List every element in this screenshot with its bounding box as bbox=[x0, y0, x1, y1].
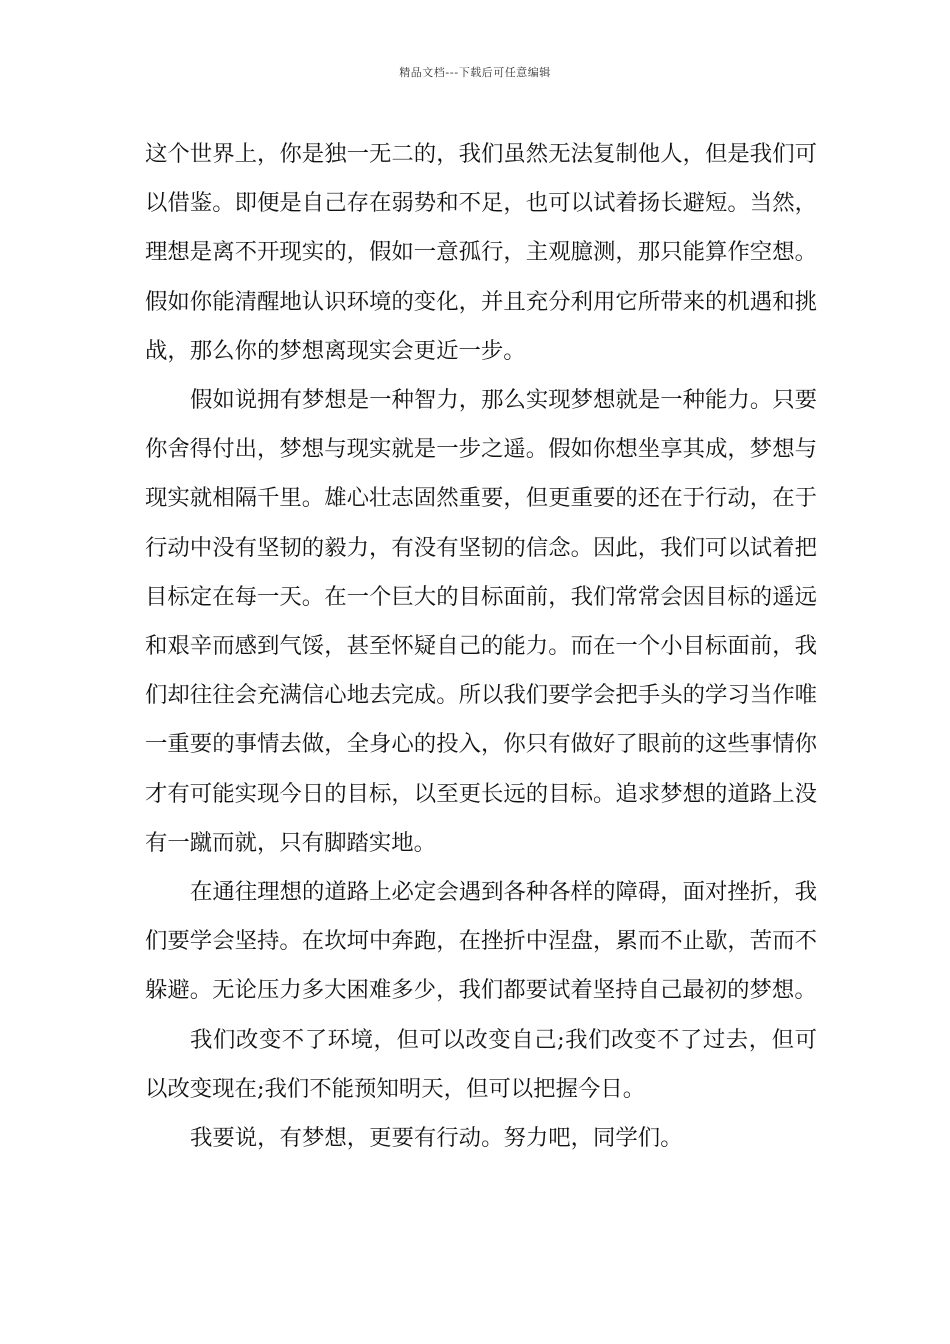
paragraph-3: 在通往理想的道路上必定会遇到各种各样的障碍，面对挫折，我们要学会坚持。在坎坷中奔跑，在挫折中涅盘，累而不止歇，苦而不躲避。无论压力多大困难多少，我们都要试着坚持自己最初的梦想。 bbox=[145, 879, 817, 1004]
paragraph-5: 我要说，有梦想，更要有行动。努力吧，同学们。 bbox=[190, 1125, 683, 1152]
paragraph-1: 这个世界上，你是独一无二的，我们虽然无法复制他人，但是我们可以借鉴。即便是自己存在弱势和不足，也可以试着扬长避短。当然，理想是离不开现实的，假如一意孤行，主观臆测，那只能算作空想。假如你能清醒地认识环境的变化，并且充分利用它所带来的机遇和挑战，那么你的梦想离现实会更近一步。 bbox=[145, 141, 817, 364]
paragraph-4: 我们改变不了环境，但可以改变自己;我们改变不了过去，但可以改变现在;我们不能预知明天，但可以把握今日。 bbox=[145, 1026, 817, 1102]
document-body bbox=[145, 130, 817, 1163]
page-header: 精品文档---下载后可任意编辑 bbox=[399, 66, 551, 79]
paragraph-2: 假如说拥有梦想是一种智力，那么实现梦想就是一种能力。只要你舍得付出，梦想与现实就是一步之遥。假如你想坐享其成，梦想与现实就相隔千里。雄心壮志固然重要，但更重要的还在于行动，在于行动中没有坚韧的毅力，有没有坚韧的信念。因此，我们可以试着把目标定在每一天。在一个巨大的目标面前，我们常常会因目标的遥远和艰辛而感到气馁，甚至怀疑自己的能力。而在一个小目标面前，我们却往往会充满信心地去完成。所以我们要学会把手头的学习当作唯一重要的事情去做，全身心的投入，你只有做好了眼前的这些事情你才有可能实现今日的目标，以至更长远的目标。追求梦想的道路上没有一蹴而就，只有脚踏实地。 bbox=[145, 387, 817, 856]
